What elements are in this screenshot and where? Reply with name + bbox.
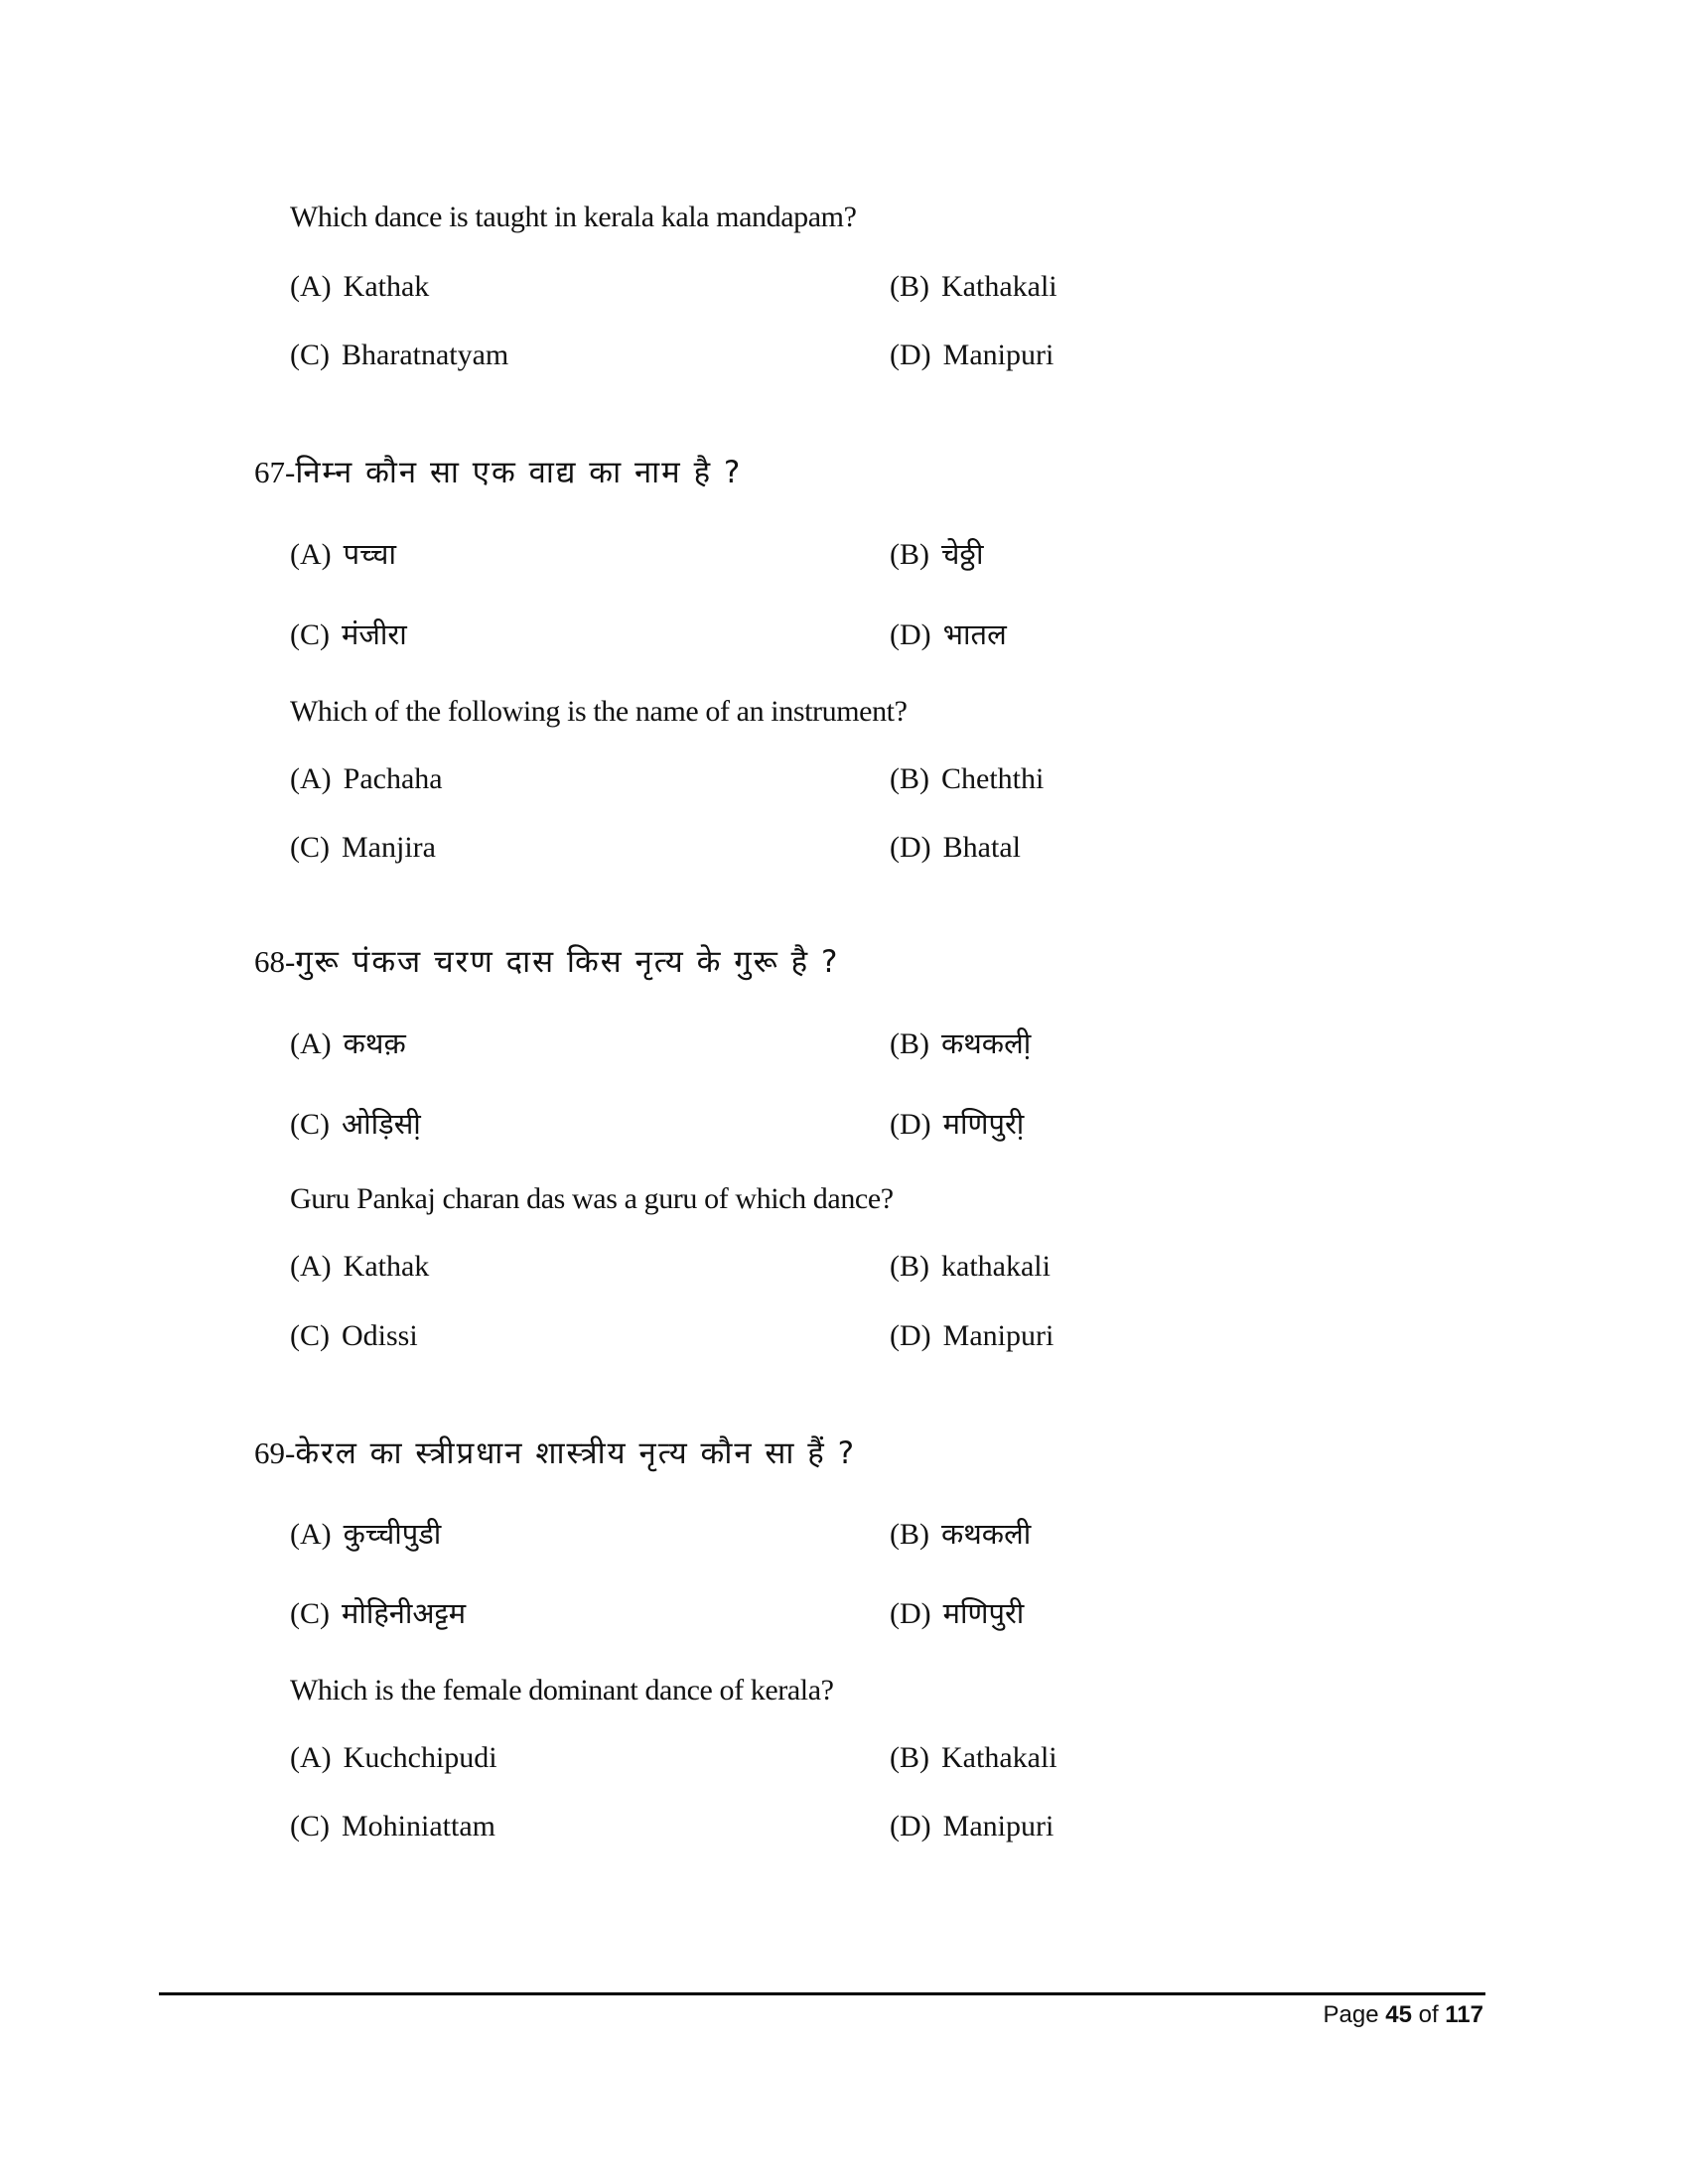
option-d: (D) Manipuri: [890, 1319, 1055, 1352]
option-c: (C) Manjira: [290, 831, 436, 864]
option-b: (B) कथकली़: [890, 1026, 1032, 1060]
options-row: [0, 1102, 1688, 1146]
option-b: (B) चेठ्ठी: [890, 537, 984, 571]
option-b: (B) कथकली: [890, 1517, 1032, 1551]
question-number: 67-: [254, 455, 296, 489]
options-row: [0, 1022, 1688, 1065]
option-b: (B) Kathakali: [890, 1741, 1057, 1774]
option-d: (D) मणिपुरी: [890, 1596, 1025, 1630]
option-a: (A) कुच्चीपुडी: [290, 1517, 442, 1551]
option-a: (A) Kathak: [290, 1250, 430, 1283]
options-row: [0, 334, 1688, 377]
options-row: [0, 1245, 1688, 1289]
question-67-english: Which of the following is the name of an instrument?: [290, 695, 908, 728]
footer-divider: [159, 1992, 1485, 1995]
option-c: (C) Bharatnatyam: [290, 339, 509, 371]
current-page: 45: [1385, 2001, 1412, 2028]
options-row: [0, 613, 1688, 656]
option-c: (C) ओड़िसी़: [290, 1107, 421, 1141]
options-row: [0, 1736, 1688, 1780]
question-text: [0, 690, 1688, 734]
options-row: [0, 1314, 1688, 1358]
option-d: (D) Manipuri: [890, 339, 1055, 371]
options-row: [0, 757, 1688, 801]
option-b: (B) Kathakali: [890, 270, 1057, 303]
options-row: [0, 532, 1688, 576]
option-a: (A) कथक़: [290, 1026, 406, 1060]
option-d: (D) भातल: [890, 617, 1007, 651]
question-66-english: Which dance is taught in kerala kala mandapam?: [290, 201, 857, 233]
options-row: [0, 1512, 1688, 1556]
option-c: (C) मोहिनीअट्टम: [290, 1596, 467, 1630]
question-number: 68-: [254, 944, 296, 979]
option-a: (A) Kuchchipudi: [290, 1741, 497, 1774]
option-c: (C) मंजीरा: [290, 617, 407, 651]
question-number: 69-: [254, 1435, 296, 1470]
question-69-hindi: 69-केरल का स्त्रीप्रधान शास्त्रीय नृत्य कौन सा हैं ?: [254, 1435, 857, 1471]
option-d: (D) Bhatal: [890, 831, 1021, 864]
option-d: (D) Manipuri: [890, 1810, 1055, 1843]
question-text: [0, 451, 1688, 494]
question-68-english: Guru Pankaj charan das was a guru of which dance?: [290, 1182, 894, 1215]
option-a: (A) Pachaha: [290, 762, 443, 795]
question-text: [0, 196, 1688, 239]
option-c: (C) Odissi: [290, 1319, 418, 1352]
option-a: (A) पच्चा: [290, 537, 396, 571]
options-row: [0, 1591, 1688, 1635]
total-pages: 117: [1445, 2001, 1483, 2028]
option-d: (D) मणिपुरी़: [890, 1107, 1025, 1141]
option-b: (B) Cheththi: [890, 762, 1045, 795]
options-row: [0, 826, 1688, 870]
question-text: [0, 940, 1688, 984]
question-67-hindi: 67-निम्न कौन सा एक वाद्य का नाम है ?: [254, 455, 743, 490]
question-text: [0, 1669, 1688, 1712]
question-69-english: Which is the female dominant dance of kerala?: [290, 1674, 834, 1706]
page-number: Page 45 of 117: [1323, 2001, 1483, 2028]
options-row: [0, 265, 1688, 309]
question-text: [0, 1177, 1688, 1221]
question-68-hindi: 68-गुरू पंकज चरण दास किस नृत्य के गुरू है ?: [254, 944, 840, 980]
option-a: (A) Kathak: [290, 270, 430, 303]
question-text: [0, 1432, 1688, 1475]
options-row: [0, 1805, 1688, 1848]
option-b: (B) kathakali: [890, 1250, 1051, 1283]
option-c: (C) Mohiniattam: [290, 1810, 495, 1843]
